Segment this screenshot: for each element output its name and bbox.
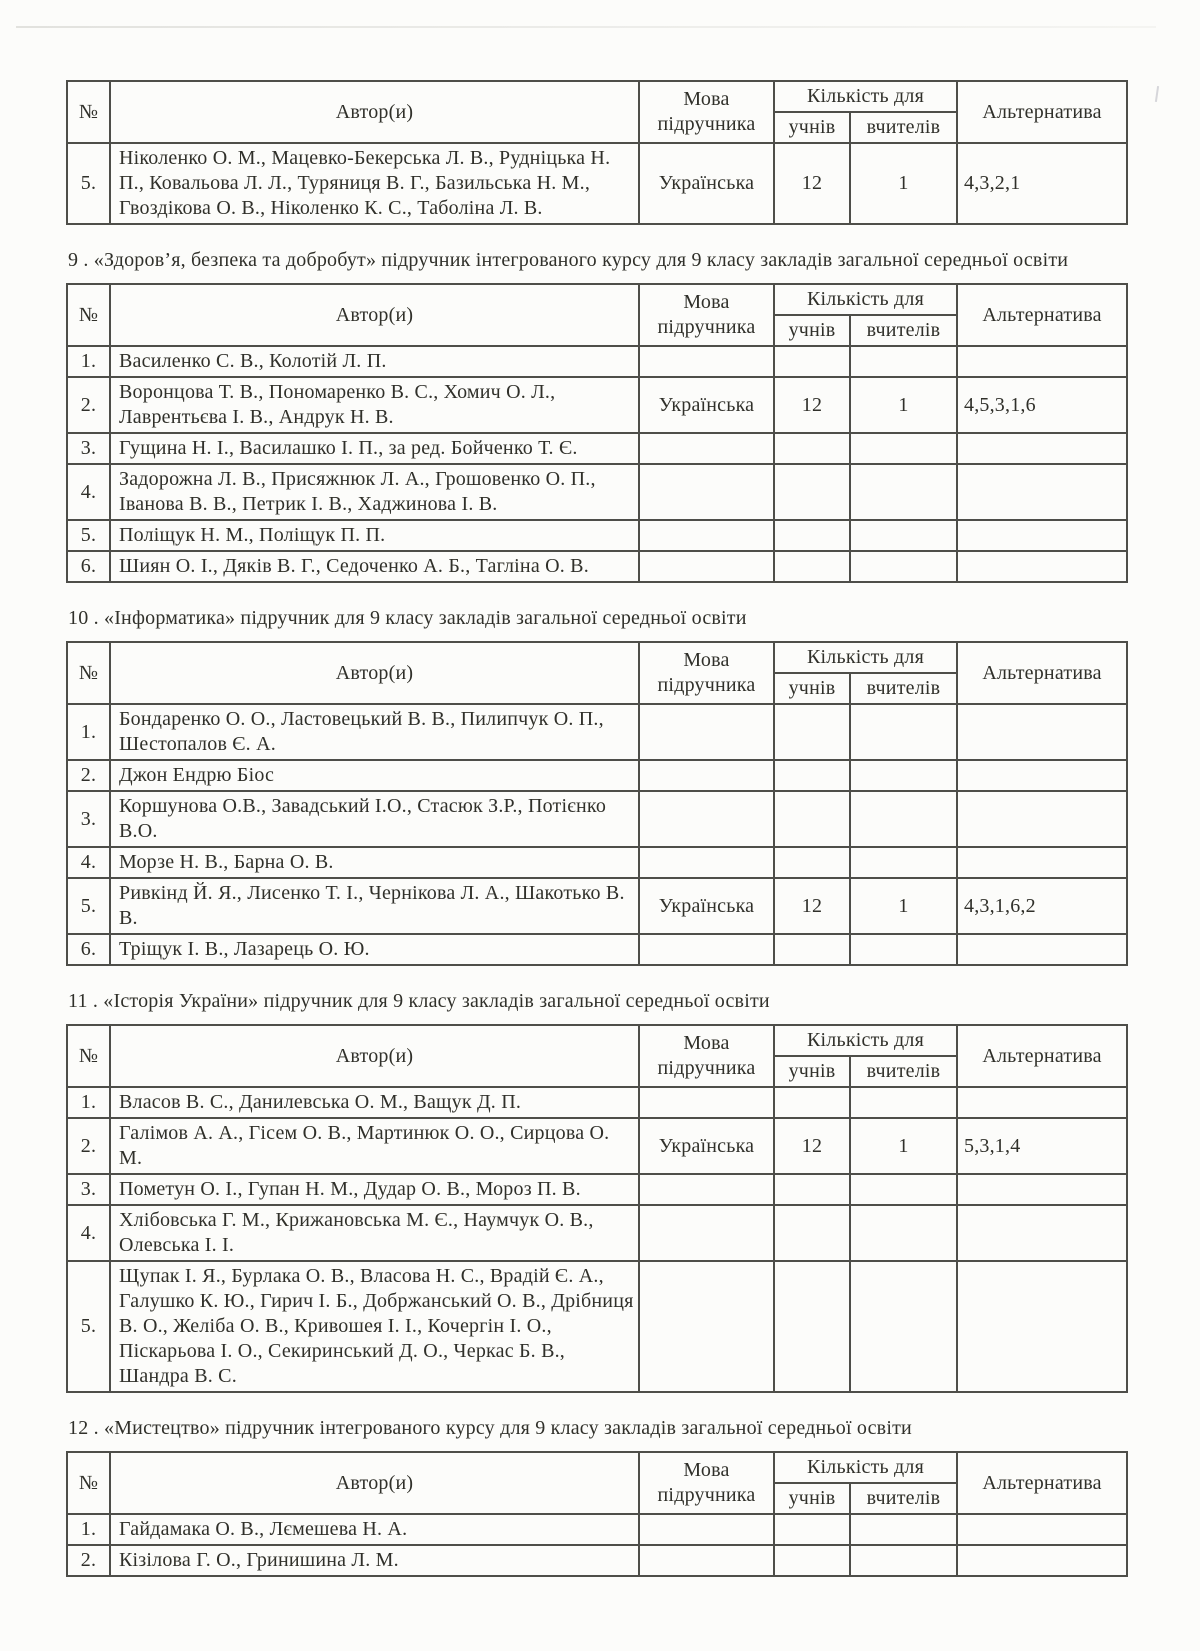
col-header-language: Мова підручника (639, 1025, 774, 1087)
col-header-language: Мова підручника (639, 284, 774, 346)
col-header-teachers: вчителів (850, 673, 957, 704)
cell-teachers: 1 (850, 143, 957, 224)
cell-num: 5. (67, 520, 110, 551)
col-header-quantity: Кількість для (774, 1025, 957, 1056)
cell-language (639, 551, 774, 582)
cell-num: 2. (67, 377, 110, 433)
table-row (67, 143, 1127, 224)
table-body (67, 143, 1127, 224)
cell-authors: Ривкінд Й. Я., Лисенко Т. І., Чернікова Л. А., Шакотько В. В. (110, 878, 639, 934)
table-header (67, 642, 1127, 704)
cell-num: 3. (67, 433, 110, 464)
col-header-students: учнів (774, 315, 850, 346)
table-row (67, 1514, 1127, 1545)
section-10 (66, 605, 1134, 966)
section-12-table (66, 1451, 1128, 1577)
cell-students (774, 551, 850, 582)
col-header-students: учнів (774, 673, 850, 704)
col-header-quantity: Кількість для (774, 1452, 957, 1483)
cell-authors: Тріщук І. В., Лазарець О. Ю. (110, 934, 639, 965)
table-row (67, 760, 1127, 791)
table-body (67, 704, 1127, 965)
cell-authors: Поліщук Н. М., Поліщук П. П. (110, 520, 639, 551)
cell-num: 2. (67, 760, 110, 791)
col-header-alternative: Альтернатива (957, 1452, 1127, 1514)
cell-num: 1. (67, 346, 110, 377)
cell-teachers (850, 934, 957, 965)
section-12 (66, 1415, 1134, 1577)
cell-students (774, 847, 850, 878)
cell-language (639, 847, 774, 878)
cell-teachers (850, 1545, 957, 1576)
scan-artifact-line (16, 26, 1156, 28)
cell-alternative (957, 1087, 1127, 1118)
cell-teachers (850, 433, 957, 464)
cell-num: 4. (67, 464, 110, 520)
cell-teachers: 1 (850, 377, 957, 433)
cell-num: 1. (67, 1087, 110, 1118)
cell-language (639, 1205, 774, 1261)
col-header-quantity: Кількість для (774, 284, 957, 315)
cell-authors: Пометун О. І., Гупан Н. М., Дудар О. В., Мороз П. В. (110, 1174, 639, 1205)
cell-language (639, 1545, 774, 1576)
col-header-quantity: Кількість для (774, 81, 957, 112)
cell-teachers: 1 (850, 1118, 957, 1174)
cell-students (774, 464, 850, 520)
table-row (67, 704, 1127, 760)
cell-alternative (957, 760, 1127, 791)
col-header-language: Мова підручника (639, 1452, 774, 1514)
cell-alternative: 4,3,1,6,2 (957, 878, 1127, 934)
col-header-authors: Автор(и) (110, 1025, 639, 1087)
cell-num: 2. (67, 1118, 110, 1174)
cell-language (639, 520, 774, 551)
col-header-alternative: Альтернатива (957, 81, 1127, 143)
cell-teachers (850, 520, 957, 551)
cell-teachers (850, 760, 957, 791)
col-header-alternative: Альтернатива (957, 1025, 1127, 1087)
col-header-authors: Автор(и) (110, 642, 639, 704)
cell-language (639, 760, 774, 791)
cell-alternative (957, 464, 1127, 520)
cell-language: Українська (639, 878, 774, 934)
col-header-num: № (67, 1025, 110, 1087)
cell-language (639, 1261, 774, 1392)
col-header-teachers: вчителів (850, 112, 957, 143)
cell-teachers (850, 1174, 957, 1205)
cell-alternative (957, 346, 1127, 377)
cell-teachers: 1 (850, 878, 957, 934)
cell-num: 1. (67, 1514, 110, 1545)
col-header-language: Мова підручника (639, 81, 774, 143)
cell-alternative (957, 1261, 1127, 1392)
section-11-table (66, 1024, 1128, 1393)
cell-authors: Ніколенко О. М., Мацевко-Бекерська Л. В., Рудніцька Н. П., Ковальова Л. Л., Туряниця В. Г., Базильська Н. М., Гвоздікова О. В., Ніколенко К. С., Таболіна Л. В. (110, 143, 639, 224)
cell-students: 12 (774, 878, 850, 934)
section-9 (66, 247, 1134, 583)
table-row (67, 464, 1127, 520)
cell-teachers (850, 791, 957, 847)
table-row (67, 791, 1127, 847)
table-row (67, 878, 1127, 934)
cell-language: Українська (639, 143, 774, 224)
cell-num: 6. (67, 551, 110, 582)
col-header-authors: Автор(и) (110, 81, 639, 143)
cell-students: 12 (774, 377, 850, 433)
cell-alternative (957, 1174, 1127, 1205)
cell-num: 4. (67, 847, 110, 878)
col-header-num: № (67, 284, 110, 346)
table-row (67, 934, 1127, 965)
cell-students (774, 1087, 850, 1118)
cell-alternative (957, 1545, 1127, 1576)
cell-alternative (957, 520, 1127, 551)
table-header (67, 1452, 1127, 1514)
cell-num: 3. (67, 1174, 110, 1205)
table-header (67, 284, 1127, 346)
table-row (67, 551, 1127, 582)
section-9-heading: 9 . «Здоров’я, безпека та добробут» підручник інтегрованого курсу для 9 класу закладів загальної середньої освіти (68, 249, 1069, 271)
cell-authors: Хлібовська Г. М., Крижановська М. Є., Наумчук О. В., Олевська І. І. (110, 1205, 639, 1261)
cell-num: 5. (67, 1261, 110, 1392)
section-9-table (66, 283, 1128, 583)
cell-authors: Гущина Н. І., Василашко І. П., за ред. Бойченко Т. Є. (110, 433, 639, 464)
cell-num: 2. (67, 1545, 110, 1576)
cell-num: 5. (67, 878, 110, 934)
table-body (67, 1514, 1127, 1576)
cell-students (774, 791, 850, 847)
table-row (67, 377, 1127, 433)
cell-students (774, 433, 850, 464)
cell-language: Українська (639, 1118, 774, 1174)
cell-students (774, 520, 850, 551)
col-header-teachers: вчителів (850, 1056, 957, 1087)
col-header-teachers: вчителів (850, 315, 957, 346)
cell-teachers (850, 1205, 957, 1261)
cell-students (774, 1261, 850, 1392)
cell-students (774, 1205, 850, 1261)
col-header-num: № (67, 1452, 110, 1514)
cell-students (774, 760, 850, 791)
col-header-language: Мова підручника (639, 642, 774, 704)
cell-alternative (957, 433, 1127, 464)
cell-alternative (957, 1205, 1127, 1261)
cell-alternative (957, 847, 1127, 878)
cell-language (639, 1174, 774, 1205)
col-header-alternative: Альтернатива (957, 642, 1127, 704)
table-header (67, 1025, 1127, 1087)
cell-students (774, 346, 850, 377)
cell-students (774, 704, 850, 760)
cell-teachers (850, 464, 957, 520)
cell-teachers (850, 1261, 957, 1392)
cell-authors: Власов В. С., Данилевська О. М., Ващук Д. П. (110, 1087, 639, 1118)
cell-authors: Морзе Н. В., Барна О. В. (110, 847, 639, 878)
section-10-table (66, 641, 1128, 966)
col-header-alternative: Альтернатива (957, 284, 1127, 346)
col-header-students: учнів (774, 1483, 850, 1514)
cell-language: Українська (639, 377, 774, 433)
cell-num: 1. (67, 704, 110, 760)
cell-teachers (850, 346, 957, 377)
cell-authors: Джон Ендрю Біос (110, 760, 639, 791)
table-row (67, 1174, 1127, 1205)
cell-language (639, 791, 774, 847)
table-row (67, 1118, 1127, 1174)
cell-authors: Галімов А. А., Гісем О. В., Мартинюк О. О., Сирцова О. М. (110, 1118, 639, 1174)
col-header-quantity: Кількість для (774, 642, 957, 673)
cell-students (774, 1514, 850, 1545)
cell-alternative (957, 934, 1127, 965)
col-header-students: учнів (774, 112, 850, 143)
cell-teachers (850, 1514, 957, 1545)
table-body (67, 1087, 1127, 1392)
table-row (67, 346, 1127, 377)
cell-alternative: 4,5,3,1,6 (957, 377, 1127, 433)
cell-language (639, 346, 774, 377)
cell-teachers (850, 551, 957, 582)
cell-authors: Василенко С. В., Колотій Л. П. (110, 346, 639, 377)
table-body (67, 346, 1127, 582)
cell-language (639, 704, 774, 760)
cell-language (639, 1087, 774, 1118)
cell-students: 12 (774, 143, 850, 224)
cell-num: 6. (67, 934, 110, 965)
cell-authors: Гайдамака О. В., Лємешева Н. А. (110, 1514, 639, 1545)
col-header-authors: Автор(и) (110, 1452, 639, 1514)
section-12-heading: 12 . «Мистецтво» підручник інтегрованого курсу для 9 класу закладів загальної середньої освіти (68, 1417, 912, 1439)
col-header-students: учнів (774, 1056, 850, 1087)
cell-authors: Задорожна Л. В., Присяжнюк Л. А., Грошовенко О. П., Іванова В. В., Петрик І. В., Хаджинова І. В. (110, 464, 639, 520)
cell-language (639, 464, 774, 520)
section-10-heading: 10 . «Інформатика» підручник для 9 класу закладів загальної середньої освіти (68, 607, 747, 629)
cell-alternative (957, 1514, 1127, 1545)
table-header (67, 81, 1127, 143)
cell-alternative: 5,3,1,4 (957, 1118, 1127, 1174)
table-row (67, 847, 1127, 878)
cell-teachers (850, 847, 957, 878)
textbook-table-continued (66, 80, 1128, 225)
cell-teachers (850, 1087, 957, 1118)
col-header-authors: Автор(и) (110, 284, 639, 346)
cell-num: 4. (67, 1205, 110, 1261)
cell-num: 3. (67, 791, 110, 847)
cell-num: 5. (67, 143, 110, 224)
cell-alternative: 4,3,2,1 (957, 143, 1127, 224)
table-row (67, 520, 1127, 551)
table-row (67, 1205, 1127, 1261)
cell-students: 12 (774, 1118, 850, 1174)
cell-language (639, 1514, 774, 1545)
cell-authors: Воронцова Т. В., Пономаренко В. С., Хомич О. Л., Лаврентьєва І. В., Андрук Н. В. (110, 377, 639, 433)
section-11-heading: 11 . «Історія України» підручник для 9 класу закладів загальної середньої освіти (68, 990, 770, 1012)
cell-language (639, 934, 774, 965)
cell-authors: Кізілова Г. О., Гринишина Л. М. (110, 1545, 639, 1576)
cell-students (774, 1174, 850, 1205)
cell-alternative (957, 704, 1127, 760)
col-header-num: № (67, 642, 110, 704)
table-row (67, 1545, 1127, 1576)
cell-authors: Коршунова О.В., Завадський І.О., Стасюк З.Р., Потієнко В.О. (110, 791, 639, 847)
section-8-continued (66, 80, 1134, 225)
cell-language (639, 433, 774, 464)
cell-alternative (957, 551, 1127, 582)
cell-authors: Щупак І. Я., Бурлака О. В., Власова Н. С., Врадій Є. А., Галушко К. Ю., Гирич І. Б., Добржанський О. В., Дрібниця В. О., Желіба О. В., Кривошея І. І., Кочергін І. О., Піскарьова І. О., Секиринський Д. О., Черкас Б. В., Шандра В. С. (110, 1261, 639, 1392)
table-row (67, 1087, 1127, 1118)
cell-alternative (957, 791, 1127, 847)
col-header-teachers: вчителів (850, 1483, 957, 1514)
cell-students (774, 1545, 850, 1576)
cell-authors: Шиян О. І., Дяків В. Г., Седоченко А. Б., Тагліна О. В. (110, 551, 639, 582)
cell-teachers (850, 704, 957, 760)
table-row (67, 433, 1127, 464)
col-header-num: № (67, 81, 110, 143)
cell-students (774, 934, 850, 965)
table-row (67, 1261, 1127, 1392)
section-11 (66, 988, 1134, 1393)
cell-authors: Бондаренко О. О., Ластовецький В. В., Пилипчук О. П., Шестопалов Є. А. (110, 704, 639, 760)
